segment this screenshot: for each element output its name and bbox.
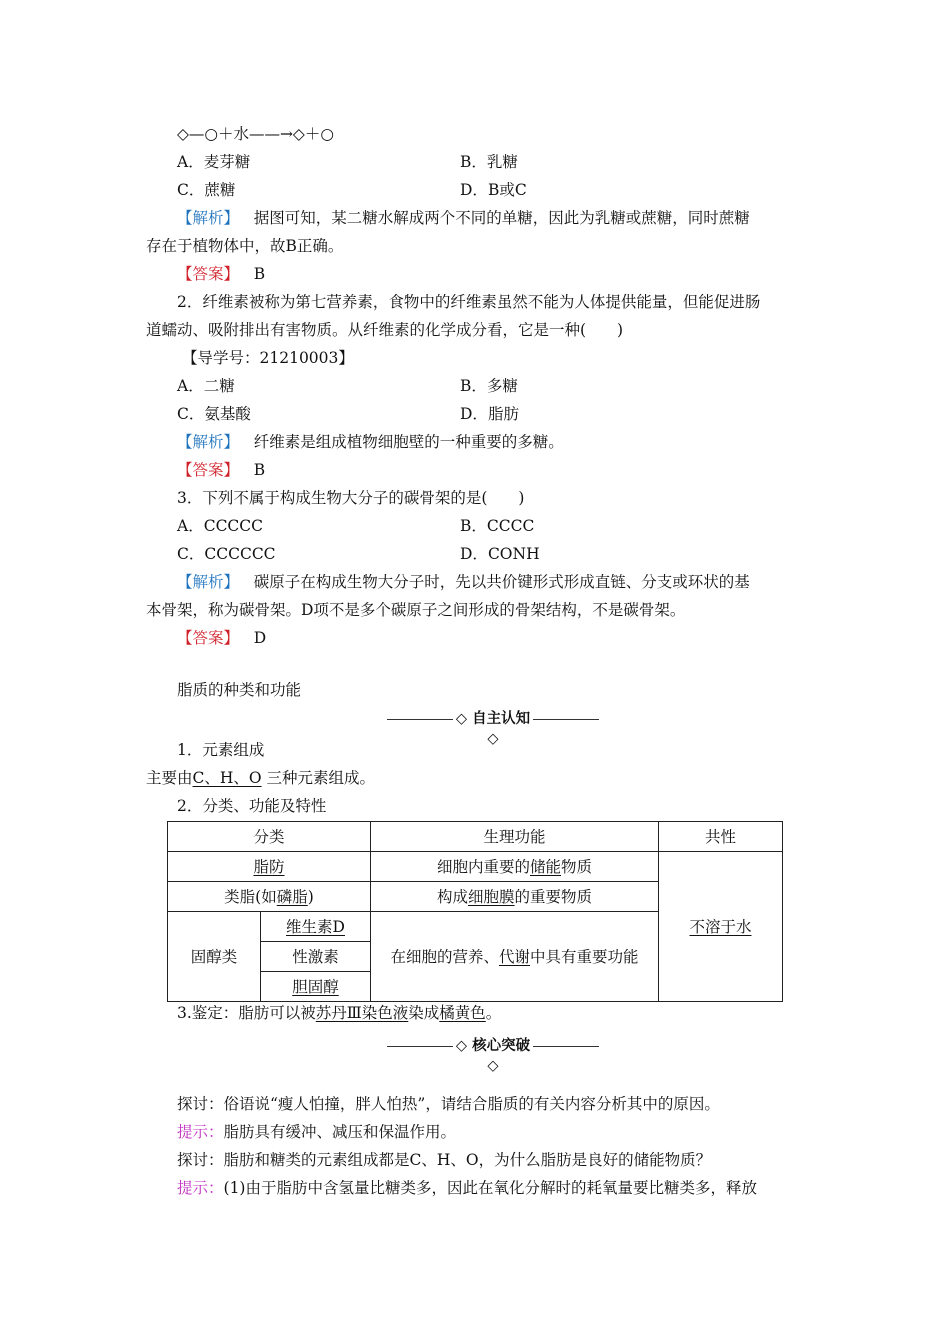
answer-tag: 【答案】 bbox=[177, 461, 240, 479]
q1-option-d: D．B或C bbox=[460, 181, 527, 199]
row-lipoid-function: 构成细胞膜的重要物质 bbox=[371, 882, 659, 912]
q2-stem-cont: 道蠕动、吸附排出有害物质。从纤维素的化学成分看，它是一种( ) bbox=[146, 321, 624, 339]
q3-option-b: B．CCCC bbox=[460, 517, 535, 535]
section-title: 脂质的种类和功能 bbox=[177, 681, 302, 699]
q3-option-c: C．CCCCCC bbox=[177, 545, 276, 563]
q2-option-a: A．二糖 bbox=[177, 377, 235, 395]
q3-analysis: 【解析】 碳原子在构成生物大分子时，先以共价键形式形成直链、分支或环状的基 bbox=[177, 573, 750, 591]
q2-option-d: D．脂肪 bbox=[460, 405, 519, 423]
row-fat-function: 细胞内重要的储能物质 bbox=[371, 852, 659, 882]
answer-tag: 【答案】 bbox=[177, 265, 240, 283]
sterol-sex-hormone: 性激素 bbox=[261, 942, 371, 972]
header-common: 共性 bbox=[659, 822, 783, 852]
header-category: 分类 bbox=[168, 822, 371, 852]
analysis-tag: 【解析】 bbox=[177, 433, 240, 451]
answer-tag: 【答案】 bbox=[177, 629, 240, 647]
q3-answer: 【答案】 D bbox=[177, 629, 267, 647]
q3-option-a: A．CCCCC bbox=[177, 517, 264, 535]
discussion-2-hint: 提示：(1)由于脂肪中含氢量比糖类多，因此在氧化分解时的耗氧量要比糖类多，释放 bbox=[177, 1179, 757, 1197]
discussion-1-hint: 提示：脂肪具有缓冲、减压和保温作用。 bbox=[177, 1123, 457, 1141]
q2-option-b: B．多糖 bbox=[460, 377, 518, 395]
q1-option-a: A．麦芽糖 bbox=[177, 153, 251, 171]
hint-tag: 提示： bbox=[177, 1179, 224, 1197]
classification-heading: 2．分类、功能及特性 bbox=[177, 797, 327, 815]
sterol-vitamin-d: 维生素D bbox=[261, 912, 371, 942]
q1-answer: 【答案】 B bbox=[177, 265, 266, 283]
common-property: 不溶于水 bbox=[659, 852, 783, 1002]
q1-analysis-cont: 存在于植物体中，故B正确。 bbox=[146, 237, 344, 255]
row-sterol-function: 在细胞的营养、代谢中具有重要功能 bbox=[371, 912, 659, 1002]
hint-tag: 提示： bbox=[177, 1123, 224, 1141]
element-composition-heading: 1．元素组成 bbox=[177, 741, 265, 759]
header-function: 生理功能 bbox=[371, 822, 659, 852]
q3-option-d: D．CONH bbox=[460, 545, 540, 563]
row-sterol: 固醇类 bbox=[168, 912, 261, 1002]
row-lipoid: 类脂(如磷脂) bbox=[168, 882, 371, 912]
analysis-tag: 【解析】 bbox=[177, 573, 240, 591]
lipid-table bbox=[167, 821, 783, 1002]
q2-guide-number: 【导学号：21210003】 bbox=[182, 349, 354, 367]
banner-core-breakthrough: ◇ 核心突破 ◇ bbox=[387, 1036, 599, 1056]
q2-answer: 【答案】 B bbox=[177, 461, 266, 479]
q3-stem: 3．下列不属于构成生物大分子的碳骨架的是( ) bbox=[177, 489, 525, 507]
identification-text: 3.鉴定：脂肪可以被苏丹Ⅲ染色液染成橘黄色。 bbox=[177, 1004, 502, 1022]
analysis-tag: 【解析】 bbox=[177, 209, 240, 227]
q1-option-b: B．乳糖 bbox=[460, 153, 518, 171]
q2-stem: 2．纤维素被称为第七营养素，食物中的纤维素虽然不能为人体提供能量，但能促进肠 bbox=[177, 293, 761, 311]
element-composition-text: 主要由C、H、O 三种元素组成。 bbox=[146, 769, 376, 787]
q3-analysis-cont: 本骨架，称为碳骨架。D项不是多个碳原子之间形成的骨架结构，不是碳骨架。 bbox=[146, 601, 686, 619]
banner-self-study: ◇ 自主认知 ◇ bbox=[387, 709, 599, 729]
discussion-2-question: 探讨：脂肪和糖类的元素组成都是C、H、O，为什么脂肪是良好的储能物质？ bbox=[177, 1151, 712, 1169]
q2-option-c: C．氨基酸 bbox=[177, 405, 251, 423]
q2-analysis: 【解析】 纤维素是组成植物细胞壁的一种重要的多糖。 bbox=[177, 433, 564, 451]
sterol-cholesterol: 胆固醇 bbox=[261, 972, 371, 1002]
discussion-1-question: 探讨：俗语说“瘦人怕撞，胖人怕热”，请结合脂质的有关内容分析其中的原因。 bbox=[177, 1095, 720, 1113]
row-fat: 脂防 bbox=[168, 852, 371, 882]
q1-analysis: 【解析】 据图可知，某二糖水解成两个不同的单糖，因此为乳糖或蔗糖，同时蔗糖 bbox=[177, 209, 750, 227]
q1-option-c: C．蔗糖 bbox=[177, 181, 236, 199]
hydrolysis-formula: ◇—○＋水——→◇＋○ bbox=[177, 125, 334, 143]
